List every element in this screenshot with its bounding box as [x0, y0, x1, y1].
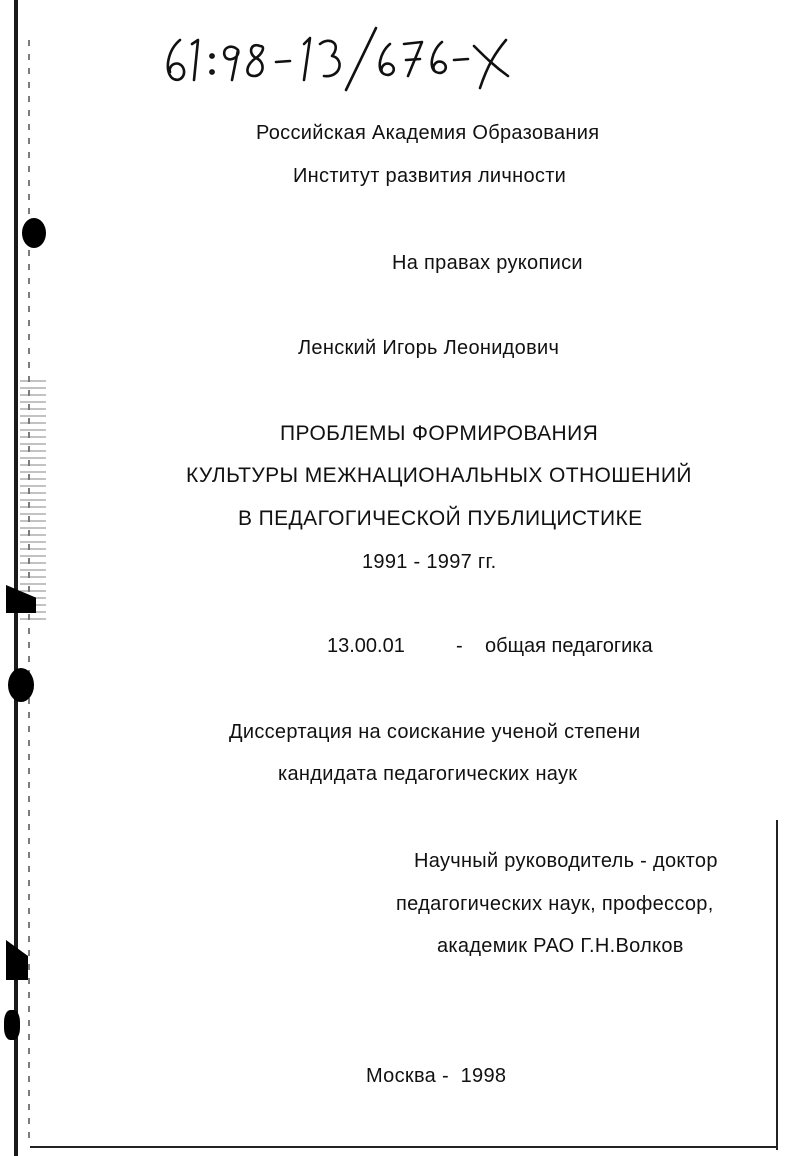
bottom-page-edge	[30, 1146, 776, 1148]
handwritten-catalog-number-drawing	[158, 22, 518, 92]
advisor-line-3: академик РАО Г.Н.Волков	[437, 935, 684, 957]
scan-noise	[20, 380, 46, 620]
specialty-name: общая педагогика	[485, 635, 653, 657]
punch-hole	[22, 218, 46, 248]
institute-name: Институт развития личности	[293, 165, 567, 187]
punch-hole	[8, 668, 34, 702]
manuscript-note: На правах рукописи	[392, 252, 583, 274]
degree-line-2: кандидата педагогических наук	[278, 763, 578, 785]
specialty-dash: -	[456, 635, 463, 657]
title-years: 1991 - 1997 гг.	[362, 551, 497, 573]
author-name: Ленский Игорь Леонидович	[298, 337, 560, 359]
title-line-2: КУЛЬТУРЫ МЕЖНАЦИОНАЛЬНЫХ ОТНОШЕНИЙ	[186, 464, 692, 487]
city-year: Москва - 1998	[366, 1065, 507, 1087]
advisor-line-1: Научный руководитель - доктор	[414, 850, 718, 872]
specialty-code: 13.00.01	[327, 635, 405, 657]
right-page-edge	[776, 820, 778, 1150]
handwritten-catalog-number	[158, 22, 518, 92]
advisor-line-2: педагогических наук, профессор,	[396, 893, 714, 915]
degree-line-1: Диссертация на соискание ученой степени	[229, 721, 641, 743]
title-line-1: ПРОБЛЕМЫ ФОРМИРОВАНИЯ	[280, 422, 599, 445]
organization-name: Российская Академия Образования	[256, 122, 600, 144]
binding-edge	[14, 0, 18, 1156]
punch-hole	[4, 1010, 20, 1040]
title-line-3: В ПЕДАГОГИЧЕСКОЙ ПУБЛИЦИСТИКЕ	[238, 507, 643, 530]
